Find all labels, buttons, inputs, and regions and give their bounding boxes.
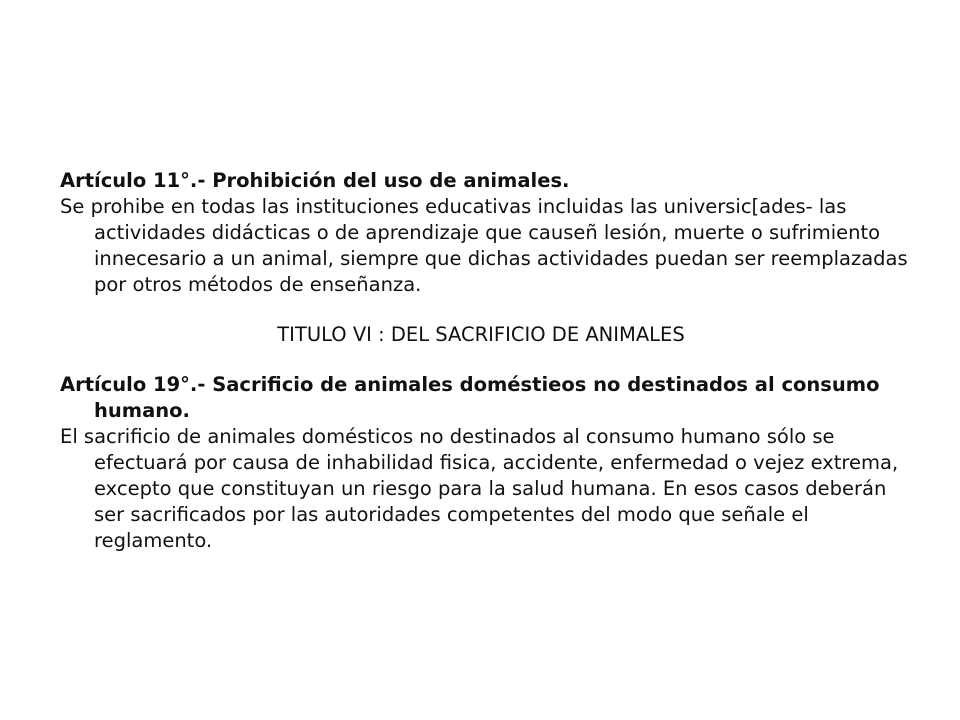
spacer <box>60 348 920 372</box>
article-19-body: El sacrificio de animales domésticos no destinados al consumo humano sólo se efectuará por causa de inhabilidad fisica, accidente, enfermedad o vejez extrema, excepto que constituyan un riesgo para la salud humana. En esos casos deberán ser sacrificados por las autoridades competentes del modo que señale el reglamento. <box>60 425 899 552</box>
article-19-heading: Artículo 19°.- Sacrificio de animales doméstieos no destinados al consumo humano. <box>60 373 880 422</box>
spacer <box>60 298 920 322</box>
slide-content <box>60 168 920 554</box>
article-11-heading: Artículo 11°.- Prohibición del uso de animales. <box>60 169 570 192</box>
section-title: TITULO VI : DEL SACRIFICIO DE ANIMALES <box>277 323 685 346</box>
article-11-body: Se prohibe en todas las instituciones educativas incluidas las universic[ades- las actividades didácticas o de aprendizaje que causeñ lesión, muerte o sufrimiento innecesario a un animal, siempre que dichas actividades puedan ser reemplazadas por otros métodos de enseñanza. <box>60 195 908 296</box>
